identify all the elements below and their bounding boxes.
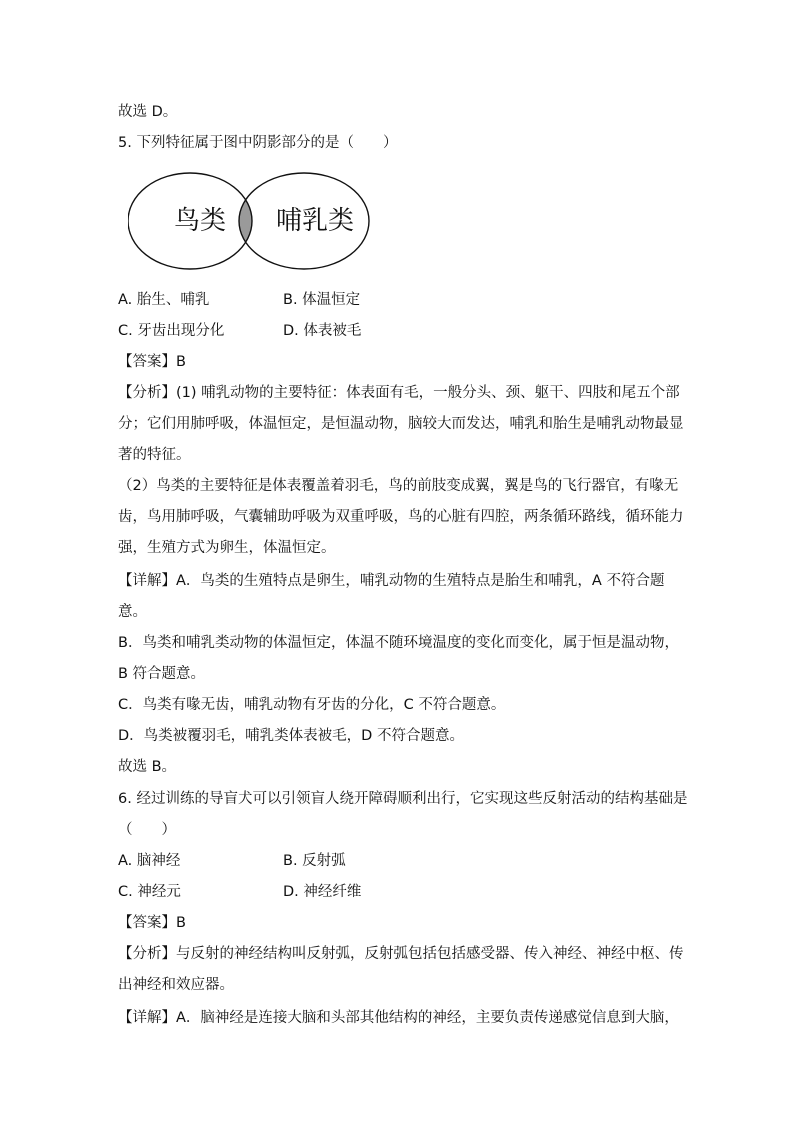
analysis-line: 齿，鸟用肺呼吸，气囊辅助呼吸为双重呼吸，鸟的心脏有四腔，两条循环路线，循环能力 [118,509,684,525]
q5-option-c: C. 牙齿出现分化 [118,323,225,339]
detail-line: B 符合题意。 [118,666,206,682]
q5-option-b: B. 体温恒定 [283,292,361,308]
detail-line: 【详解】A．脑神经是连接大脑和头部其他结构的神经，主要负责传递感觉信息到大脑， [118,1010,679,1026]
detail-line: D．鸟类被覆羽毛，哺乳类体表被毛，D 不符合题意。 [118,728,464,744]
analysis-line: 出神经和效应器。 [118,977,234,993]
detail-line: C．鸟类有喙无齿，哺乳动物有牙齿的分化，C 不符合题意。 [118,697,506,713]
detail-line: 意。 [118,604,147,620]
question-6: 6. 经过训练的导盲犬可以引领盲人绕开障碍顺利出行，它实现这些反射活动的结构基础是 [118,791,688,807]
analysis-line: 【分析】与反射的神经结构叫反射弧，反射弧包括包括感受器、传入神经、神经中枢、传 [118,946,684,962]
question-5: 5. 下列特征属于图中阴影部分的是（ ） [118,135,398,151]
venn-diagram [128,170,373,272]
answer-label: 【答案】B [118,354,186,370]
analysis-line: 【分析】(1) 哺乳动物的主要特征：体表面有毛，一般分头、颈、躯干、四肢和尾五个部 [118,385,680,401]
answer-label: 【答案】B [118,915,186,931]
q6-option-a: A. 脑神经 [118,853,181,869]
venn-right-label: 哺乳类 [276,206,355,236]
analysis-line: 著的特征。 [118,447,191,463]
text-line: 故选 D。 [118,104,178,120]
q6-option-c: C. 神经元 [118,884,181,900]
q5-option-d: D. 体表被毛 [283,323,362,339]
q5-option-a: A. 胎生、哺乳 [118,292,210,308]
conclusion-line: 故选 B。 [118,759,177,775]
analysis-line: 强，生殖方式为卵生，体温恒定。 [118,540,336,556]
analysis-line: 分；它们用肺呼吸，体温恒定，是恒温动物，脑较大而发达，哺乳和胎生是哺乳动物最显 [118,416,684,432]
q6-option-b: B. 反射弧 [283,853,346,869]
question-6-paren: （ ） [118,822,176,838]
venn-left-label: 鸟类 [174,206,227,236]
detail-line: B．鸟类和哺乳类动物的体温恒定，体温不随环境温度的变化而变化，属于恒是温动物， [118,635,679,651]
q6-option-d: D. 神经纤维 [283,884,362,900]
detail-line: 【详解】A．鸟类的生殖特点是卵生，哺乳动物的生殖特点是胎生和哺乳，A 不符合题 [118,573,665,589]
analysis-line: （2）鸟类的主要特征是体表覆盖着羽毛，鸟的前肢变成翼，翼是鸟的飞行器官，有喙无 [118,478,679,494]
